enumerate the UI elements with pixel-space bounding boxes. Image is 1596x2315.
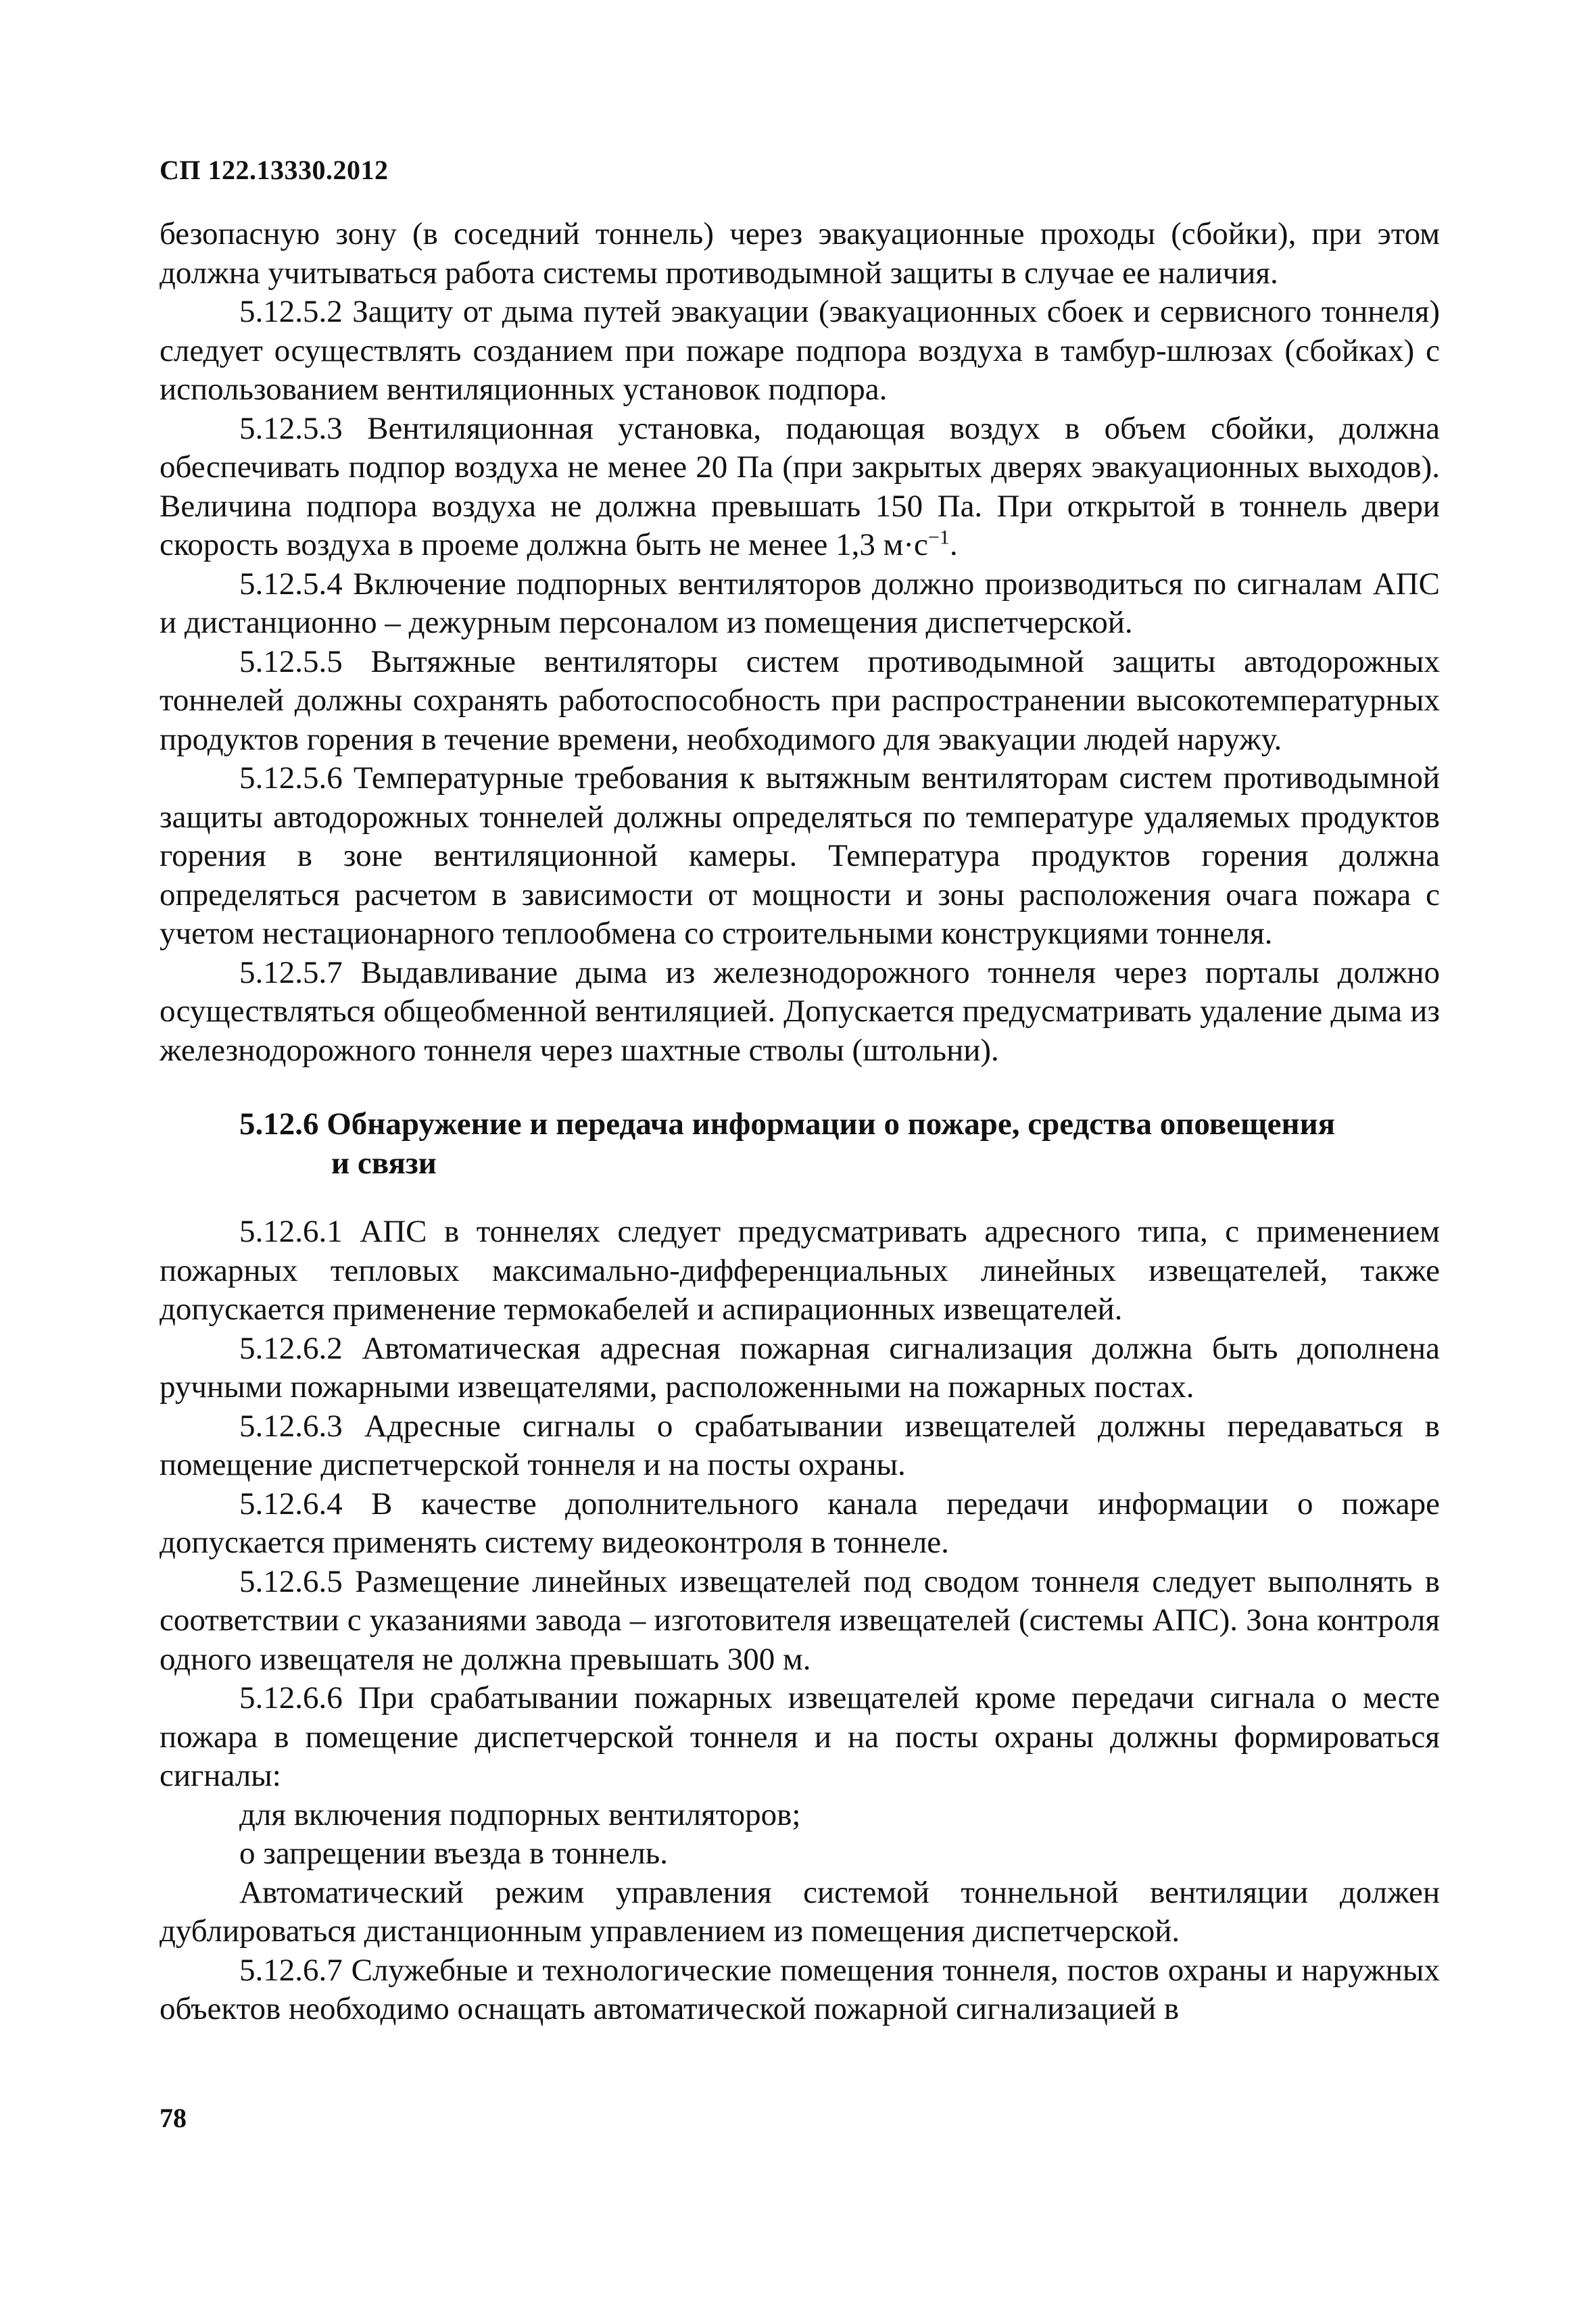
paragraph-5-12-6-5: 5.12.6.5 Размещение линейных извещателей под сводом тоннеля следует выполнять в соответствии с указаниями завода – изготовителя извещателей (системы АПС). Зона контроля одного извещателя не должна превышать 300 м. — [160, 1563, 1440, 1677]
list-item-signal-entry-ban: о запрещении въезда в тоннель. — [239, 1836, 668, 1871]
paragraph-5-12-5-3 — [160, 410, 1440, 565]
list-item-signal-fans: для включения подпорных вентиляторов; — [239, 1797, 801, 1832]
paragraph-5-12-6-3: 5.12.6.3 Адресные сигналы о срабатывании извещателей должны передаваться в помещение диспетчерской тоннеля и на посты охраны. — [160, 1408, 1440, 1482]
paragraph-5-12-6-6: 5.12.6.6 При срабатывании пожарных извещателей кроме передачи сигнала о месте пожара в помещение диспетчерской тоннеля и на посты охраны должны формироваться сигналы: — [160, 1680, 1440, 1793]
paragraph-5-12-5-7: 5.12.5.7 Выдавливание дыма из железнодорожного тоннеля через порталы должно осуществляться общеобменной вентиляцией. Допускается предусматривать удаление дыма из железнодорожного тоннеля через шахтные стволы (штольни). — [160, 954, 1440, 1068]
paragraph-5-12-6-1: 5.12.6.1 АПС в тоннелях следует предусматривать адресного типа, с применением пожарных тепловых максимально-дифференциальных линейных извещателей, также допускается применение термокабелей и аспирационных извещателей. — [160, 1214, 1440, 1327]
document-body — [160, 215, 1440, 2029]
paragraph-5-12-5-6: 5.12.5.6 Температурные требования к вытяжным вентиляторам систем противодымной защиты автодорожных тоннелей должны определяться по температуре удаляемых продуктов горения в зоне вентиляционной камеры. Температура продуктов горения должна определяться расчетом в зависимости от мощности и зоны расположения очага пожара с учетом нестационарного теплообмена со строительными конструкциями тоннеля. — [160, 760, 1440, 951]
paragraph-5-12-6-7: 5.12.6.7 Служебные и технологические помещения тоннеля, постов охраны и наружных объектов необходимо оснащать автоматической пожарной сигнализацией в — [160, 1952, 1440, 2026]
paragraph-5-12-5-4: 5.12.5.4 Включение подпорных вентиляторов должно производиться по сигналам АПС и дистанционно – дежурным персоналом из помещения диспетчерской. — [160, 566, 1440, 640]
unit-exponent: −1 — [927, 526, 950, 549]
section-title-line1: Обнаружение и передача информации о пожаре, средства оповещения — [327, 1106, 1336, 1142]
section-title-line2: и связи — [331, 1145, 437, 1181]
paragraph-5-12-6-2: 5.12.6.2 Автоматическая адресная пожарная сигнализация должна быть дополнена ручными пожарными извещателями, расположенными на пожарных постах. — [160, 1330, 1440, 1405]
paragraph-5-12-5-3-end: . — [949, 527, 958, 562]
paragraph-5-12-5-3-text: 5.12.5.3 Вентиляционная установка, подающая воздух в объем сбойки, должна обеспечивать подпор воздуха не менее 20 Па (при закрытых дверях эвакуационных выходов). Величина подпора воздуха не должна превышать 150 Па. При открытой в тоннель двери скорость воздуха в проеме должна быть не менее 1,3 м·с — [160, 410, 1440, 562]
page-number: 78 — [160, 2103, 187, 2133]
paragraph-ventilation-mode: Автоматический режим управления системой тоннельной вентиляции должен дублироваться дистанционным управлением из помещения диспетчерской. — [160, 1874, 1440, 1949]
section-heading-5-12-6 — [160, 1105, 1440, 1183]
paragraph-5-12-5-2: 5.12.5.2 Защиту от дыма путей эвакуации (эвакуационных сбоек и сервисного тоннеля) следует осуществлять созданием при пожаре подпора воздуха в тамбур-шлюзах (сбойках) с использованием вентиляционных установок подпора. — [160, 294, 1440, 407]
paragraph-5-12-5-5: 5.12.5.5 Вытяжные вентиляторы систем противодымной защиты автодорожных тоннелей должны сохранять работоспособность при распространении высокотемпературных продуктов горения в течение времени, необходимого для эвакуации людей наружу. — [160, 643, 1440, 757]
paragraph-continuation: безопасную зону (в соседний тоннель) через эвакуационные проходы (сбойки), при этом должна учитываться работа системы противодымной защиты в случае ее наличия. — [160, 216, 1440, 291]
section-number: 5.12.6 — [239, 1106, 319, 1142]
paragraph-5-12-6-4: 5.12.6.4 В качестве дополнительного канала передачи информации о пожаре допускается применять систему видеоконтроля в тоннеле. — [160, 1486, 1440, 1560]
document-code-header: СП 122.13330.2012 — [160, 155, 389, 185]
